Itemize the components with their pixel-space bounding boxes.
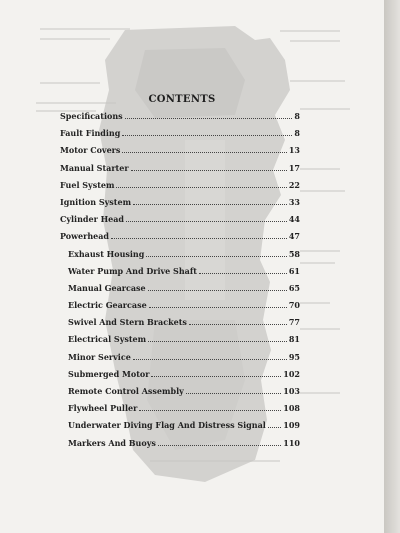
toc-entry-title: Markers And Buoys [68, 437, 156, 448]
toc-entry-title: Underwater Diving Flag And Distress Signal [68, 420, 266, 431]
toc-entry [60, 249, 300, 266]
toc-entry-page: 8 [294, 128, 300, 139]
toc-entry [60, 403, 300, 420]
toc-dot-leader [268, 427, 281, 428]
toc-entry-title: Electrical System [68, 334, 147, 345]
toc-entry-page: 77 [288, 317, 300, 328]
toc-entry [60, 266, 300, 283]
toc-entry-title: Flywheel Puller [68, 403, 138, 414]
toc-dot-leader [126, 221, 287, 222]
toc-entry [60, 438, 300, 455]
toc-entry [60, 111, 300, 128]
toc-entry-page: 58 [288, 248, 300, 259]
toc-entry-title: Manual Starter [60, 162, 129, 173]
toc-entry-page: 108 [283, 403, 300, 414]
toc-entry-page: 47 [288, 231, 300, 242]
toc-list [60, 111, 300, 455]
toc-entry-title: Water Pump And Drive Shaft [68, 265, 197, 276]
toc-entry-page: 61 [288, 265, 300, 276]
toc-dot-leader [139, 410, 281, 411]
toc-entry-page: 8 [294, 111, 300, 121]
toc-dot-leader [133, 204, 287, 205]
toc-entry-page: 103 [283, 386, 300, 396]
toc-entry-page: 70 [288, 300, 300, 311]
toc-entry-title: Fault Finding [60, 128, 121, 139]
toc-entry-page: 102 [283, 368, 300, 379]
toc-entry [60, 197, 300, 214]
toc-entry [60, 214, 300, 231]
toc-entry [60, 369, 300, 386]
toc-dot-leader [149, 307, 287, 308]
toc-entry-page: 17 [288, 162, 300, 173]
toc-entry-title: Manual Gearcase [68, 282, 146, 293]
toc-entry [60, 231, 300, 248]
toc-entry-page: 33 [288, 196, 300, 207]
toc-entry [60, 334, 300, 351]
toc-dot-leader [131, 170, 287, 171]
toc-entry-title: Swivel And Stern Brackets [68, 317, 187, 328]
contents-heading: CONTENTS [148, 94, 216, 105]
toc-dot-leader [151, 376, 281, 377]
toc-entry [60, 352, 300, 369]
toc-entry-page: 65 [288, 282, 300, 293]
toc-entry [60, 180, 300, 197]
toc-entry-title: Submerged Motor [68, 368, 150, 379]
toc-entry-page: 13 [288, 145, 300, 156]
toc-entry-title: Minor Service [68, 351, 131, 362]
toc-dot-leader [146, 256, 287, 257]
toc-entry-page: 22 [288, 179, 300, 190]
toc-entry [60, 386, 300, 403]
toc-entry-title: Powerhead [60, 231, 110, 242]
toc-entry [60, 300, 300, 317]
toc-dot-leader [186, 393, 282, 394]
toc-entry [60, 128, 300, 145]
toc-entry-title: Ignition System [60, 196, 132, 207]
toc-entry [60, 163, 300, 180]
toc-entry-page: 110 [283, 437, 300, 448]
toc-entry-title: Specifications [60, 111, 123, 121]
toc-entry-title: Motor Covers [60, 145, 121, 156]
toc-dot-leader [199, 273, 287, 274]
toc-entry-page: 109 [283, 420, 300, 431]
toc-dot-leader [125, 118, 293, 119]
toc-entry [60, 420, 300, 437]
toc-dot-leader [116, 187, 286, 188]
toc-dot-leader [133, 359, 287, 360]
toc-dot-leader [148, 341, 287, 342]
toc-entry-title: Electric Gearcase [68, 300, 147, 311]
toc-entry-title: Exhaust Housing [68, 248, 145, 259]
toc-entry-title: Fuel System [60, 179, 115, 190]
toc-dot-leader [122, 135, 292, 136]
table-of-contents [60, 94, 300, 455]
toc-entry [60, 145, 300, 162]
toc-entry-page: 95 [288, 351, 300, 362]
toc-entry-title: Cylinder Head [60, 214, 125, 225]
toc-entry-page: 44 [288, 214, 300, 225]
toc-dot-leader [158, 445, 281, 446]
toc-entry [60, 283, 300, 300]
toc-dot-leader [189, 324, 287, 325]
toc-dot-leader [148, 290, 287, 291]
page-edge [384, 0, 400, 533]
toc-entry-title: Remote Control Assembly [68, 386, 184, 396]
toc-entry-page: 81 [288, 334, 300, 345]
toc-entry [60, 317, 300, 334]
toc-dot-leader [122, 152, 286, 153]
toc-dot-leader [111, 238, 287, 239]
